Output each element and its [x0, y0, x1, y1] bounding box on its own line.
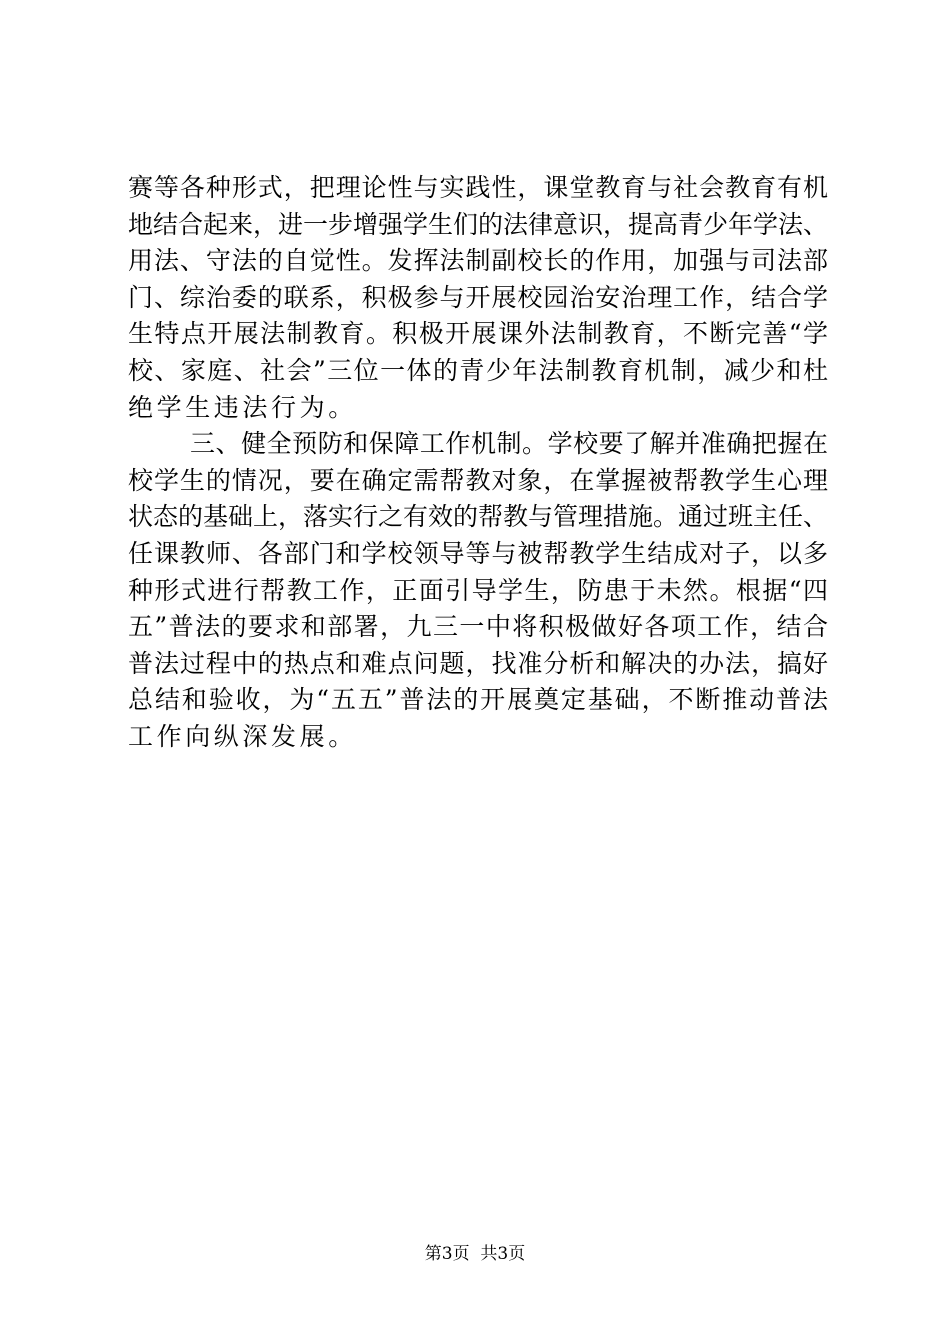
total-pages-label: 共3页 [480, 1244, 526, 1264]
paragraph-1-line-4: 门、综治委的联系，积极参与开展校园治安治理工作，结合学 [128, 282, 828, 312]
paragraph-2-line-2: 校学生的情况，要在确定需帮教对象，在掌握被帮教学生心理 [128, 465, 828, 495]
paragraph-1-line-2: 地结合起来，进一步增强学生们的法律意识，提高青少年学法、 [128, 209, 829, 239]
footer-separator [470, 1244, 481, 1264]
paragraph-2-line-3: 状态的基础上，落实行之有效的帮教与管理措施。通过班主任、 [128, 502, 829, 532]
page-footer [0, 1242, 950, 1266]
paragraph-2-line-6: 五”普法的要求和部署，九三一中将积极做好各项工作，结合 [128, 612, 828, 642]
paragraph-1-line-1: 赛等各种形式，把理论性与实践性，课堂教育与社会教育有机 [128, 173, 828, 202]
paragraph-2-line-7: 普法过程中的热点和难点问题，找准分析和解决的办法，搞好 [128, 648, 828, 678]
paragraph-1-line-7: 绝学生违法行为。 [128, 392, 357, 422]
paragraph-1-line-5: 生特点开展法制教育。积极开展课外法制教育，不断完善“学 [128, 319, 828, 349]
paragraph-1-line-6: 校、家庭、社会”三位一体的青少年法制教育机制，减少和杜 [128, 355, 828, 385]
current-page-label: 第3页 [424, 1244, 470, 1264]
paragraph-2-line-8: 总结和验收，为“五五”普法的开展奠定基础，不断推动普法 [128, 685, 828, 715]
paragraph-2-line-1: 三、健全预防和保障工作机制。学校要了解并准确把握在 [190, 429, 828, 459]
paragraph-2-line-9: 工作向纵深发展。 [128, 721, 357, 751]
paragraph-1-line-3: 用法、守法的自觉性。发挥法制副校长的作用，加强与司法部 [128, 246, 828, 276]
paragraph-2-line-4: 任课教师、各部门和学校领导等与被帮教学生结成对子，以多 [128, 538, 828, 568]
document-body [128, 170, 828, 756]
paragraph-2-line-5: 种形式进行帮教工作，正面引导学生，防患于未然。根据“四 [128, 575, 828, 605]
